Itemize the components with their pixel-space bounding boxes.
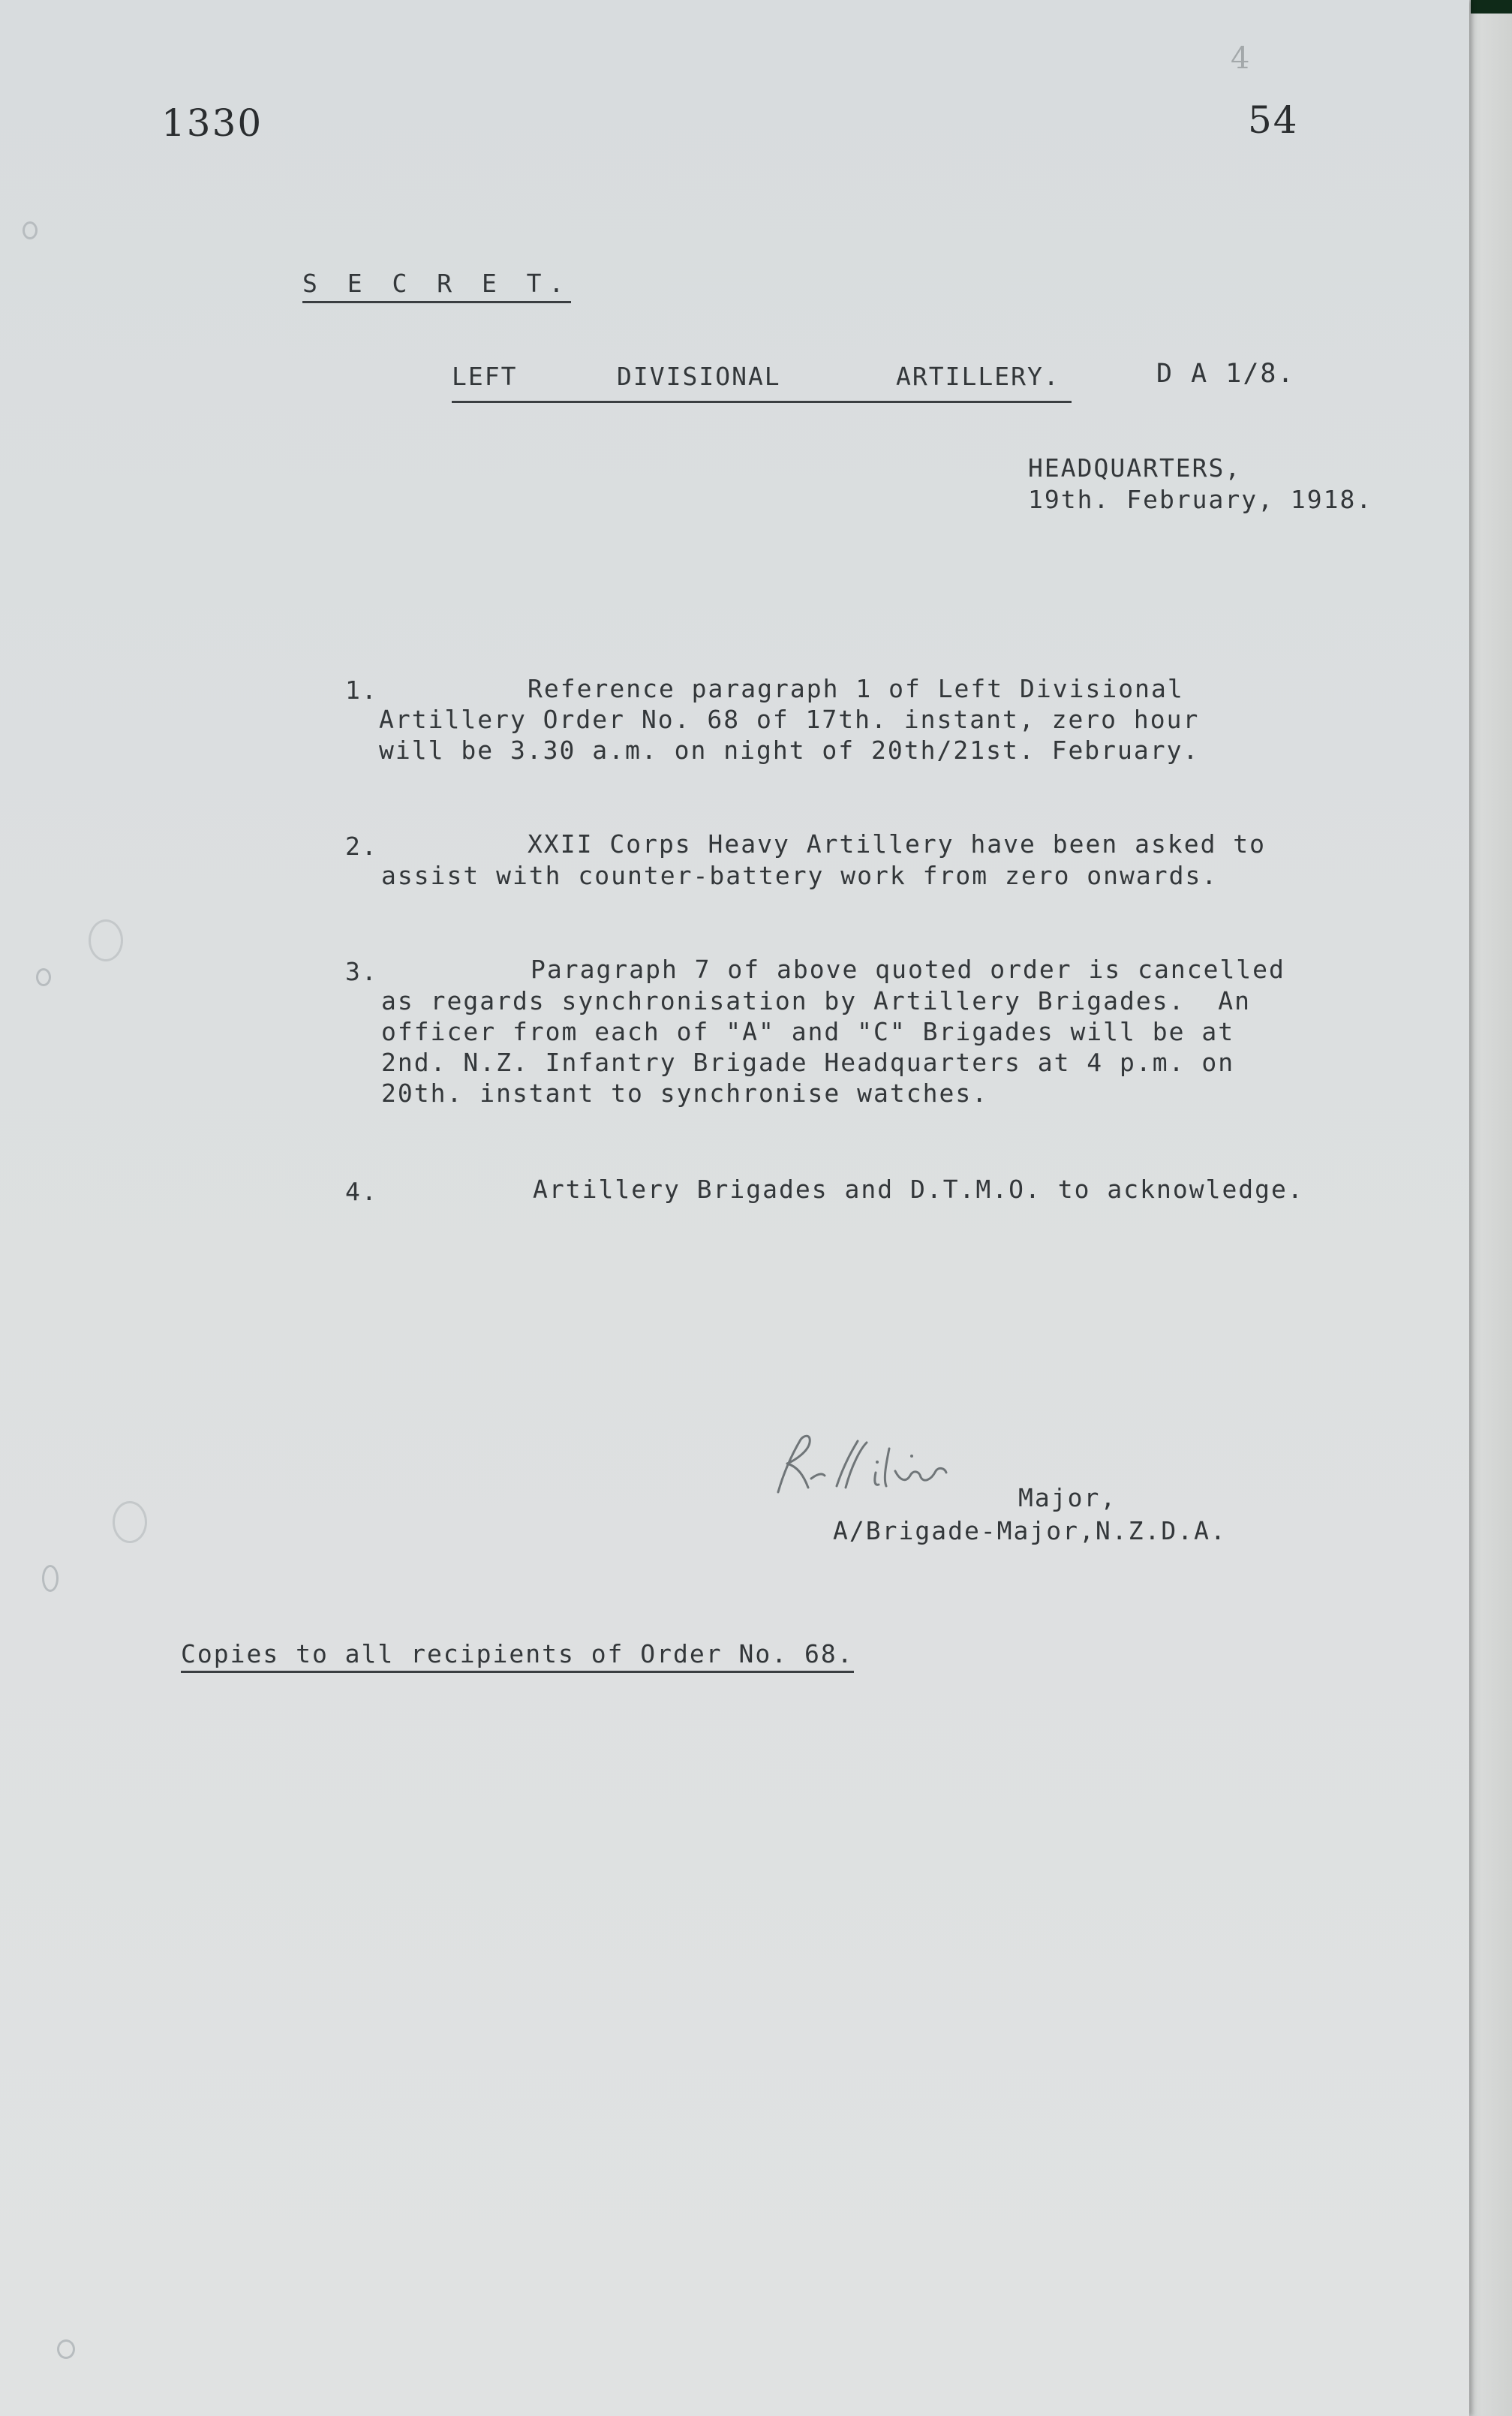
unit-heading-left: LEFT (452, 362, 518, 391)
paragraph-3-number: 3. (345, 957, 378, 986)
page-number: 54 (1248, 98, 1299, 142)
paragraph-1-body: Artillery Order No. 68 of 17th. instant, zero hour will be 3.30 a.m. on night of 20th/21st. February. (379, 705, 1200, 765)
underlying-sheet-edge (1462, 0, 1512, 2416)
pencil-annotation: 4 (1231, 41, 1250, 76)
paragraph-3-first-line: Paragraph 7 of above quoted order is cancelled (531, 955, 1285, 984)
date-line: 19th. February, 1918. (1028, 485, 1373, 514)
punch-hole-bottom (57, 2339, 75, 2359)
unit-heading-right: ARTILLERY. (896, 362, 1060, 391)
handwritten-signature (762, 1426, 1017, 1509)
unit-heading-middle: DIVISIONAL (617, 362, 781, 391)
punch-hole-middle-small (42, 1565, 59, 1592)
signature-appointment: A/Brigade-Major,N.Z.D.A. (833, 1516, 1227, 1545)
copies-note: Copies to all recipients of Order No. 68. (181, 1639, 854, 1673)
paragraph-2-number: 2. (345, 832, 378, 861)
paragraph-4-number: 4. (345, 1177, 378, 1206)
classification-heading: S E C R E T. (302, 269, 571, 303)
punch-hole-top (23, 221, 38, 239)
paragraph-1-number: 1. (345, 675, 378, 705)
paragraph-3-body: as regards synchronisation by Artillery Brigades. An officer from each of "A" and "C" Brigades will be at 2nd. N.Z. Infantry Brigade Headquarters at 4 p.m. on 20th. instant to synchronise watches. (381, 986, 1251, 1108)
punch-hole-middle (113, 1501, 147, 1543)
file-number: 1330 (161, 101, 263, 145)
document-reference: D A 1/8. (1156, 359, 1295, 389)
headquarters-line: HEADQUARTERS, (1028, 453, 1242, 483)
signature-rank: Major, (1018, 1483, 1117, 1512)
paragraph-4-first-line: Artillery Brigades and D.T.M.O. to acknowledge. (533, 1175, 1304, 1204)
background-corner (1471, 0, 1512, 14)
paragraph-2-first-line: XXII Corps Heavy Artillery have been asked to (528, 829, 1267, 859)
paragraph-1-first-line: Reference paragraph 1 of Left Divisional (528, 674, 1184, 703)
unit-heading (452, 362, 1072, 403)
punch-hole-upper-small (36, 968, 51, 986)
punch-hole-upper (89, 919, 123, 961)
paragraph-2-body: assist with counter-battery work from zero onwards. (381, 861, 1219, 890)
